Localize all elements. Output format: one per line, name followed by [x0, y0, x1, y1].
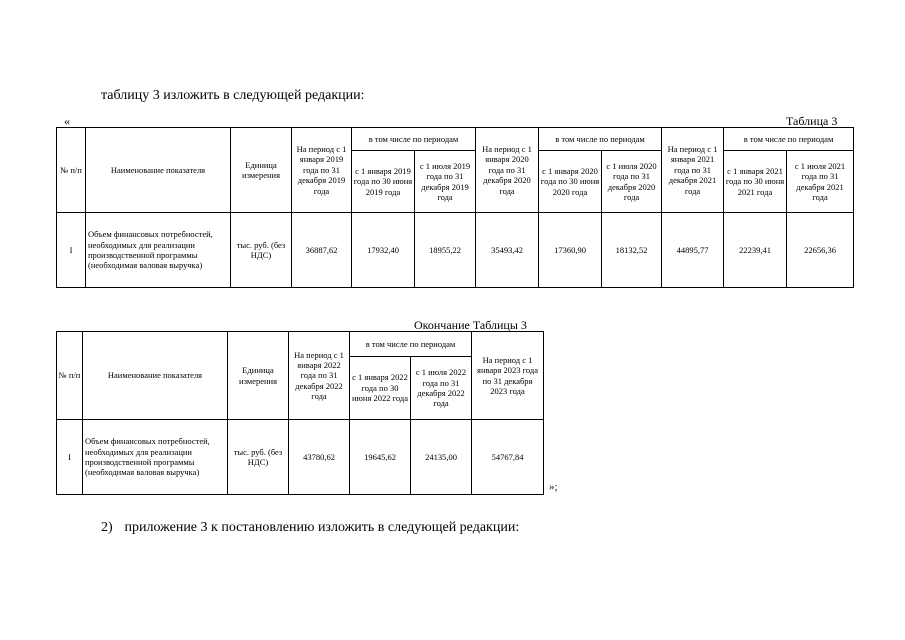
header-name: Наименование показателя — [86, 128, 231, 213]
table2-caption: Окончание Таблицы 3 — [414, 318, 527, 332]
header-h1-2022: с 1 января 2022 года по 30 июня 2022 года — [350, 357, 411, 420]
header-h2-2020: с 1 июля 2020 года по 31 декабря 2020 года — [602, 151, 662, 213]
row-h2-2021: 22656,36 — [787, 213, 854, 288]
row-h1-2022: 19645,62 — [350, 420, 411, 495]
header-name: Наименование показателя — [83, 332, 228, 420]
table-row — [57, 213, 854, 288]
header-period-2022: На период с 1 января 2022 года по 31 декабря 2022 года — [289, 332, 350, 420]
header-h1-2019: с 1 января 2019 года по 30 июня 2019 года — [352, 151, 415, 213]
table-row — [57, 420, 544, 495]
header-incl-2020: в том числе по периодам — [539, 128, 662, 151]
header-unit: Единица измерения — [228, 332, 289, 420]
header-h2-2021: с 1 июля 2021 года по 31 декабря 2021 года — [787, 151, 854, 213]
row-period-2019: 36887,62 — [292, 213, 352, 288]
item-2 — [101, 520, 519, 536]
header-num: № п/п — [57, 128, 86, 213]
item-2-number: 2) — [101, 520, 113, 535]
row-h2-2022: 24135,00 — [411, 420, 472, 495]
row-h1-2020: 17360,90 — [539, 213, 602, 288]
item-2-text: приложение 3 к постановлению изложить в следующей редакции: — [124, 520, 520, 535]
header-period-2019: На период с 1 января 2019 года по 31 декабря 2019 года — [292, 128, 352, 213]
header-incl-2021: в том числе по периодам — [724, 128, 854, 151]
header-h1-2021: с 1 января 2021 года по 30 июня 2021 года — [724, 151, 787, 213]
intro-text: таблицу 3 изложить в следующей редакции: — [101, 88, 365, 103]
header-unit: Единица измерения — [231, 128, 292, 213]
opening-quote: « — [64, 114, 70, 128]
row-unit: тыс. руб. (без НДС) — [228, 420, 289, 495]
row-h1-2021: 22239,41 — [724, 213, 787, 288]
table1-caption: Таблица 3 — [786, 114, 838, 128]
header-incl-2022: в том числе по периодам — [350, 332, 472, 357]
header-num: № п/п — [57, 332, 83, 420]
row-name: Объем финансовых потребностей, необходимых для реализации производственной программы (необходимая валовая выручка) — [83, 420, 228, 495]
closing-quote: »; — [549, 481, 558, 493]
row-name: Объем финансовых потребностей, необходимых для реализации производственной программы (необходимая валовая выручка) — [86, 213, 231, 288]
row-h2-2020: 18132,52 — [602, 213, 662, 288]
header-period-2023: На период с 1 января 2023 года по 31 декабря 2023 года — [472, 332, 544, 420]
row-period-2022: 43780,62 — [289, 420, 350, 495]
row-period-2020: 35493,42 — [476, 213, 539, 288]
row-num: I — [57, 420, 83, 495]
row-period-2021: 44895,77 — [662, 213, 724, 288]
row-h2-2019: 18955,22 — [415, 213, 476, 288]
header-period-2021: На период с 1 января 2021 года по 31 декабря 2021 года — [662, 128, 724, 213]
header-incl-2019: в том числе по периодам — [352, 128, 476, 151]
row-unit: тыс. руб. (без НДС) — [231, 213, 292, 288]
header-h2-2019: с 1 июля 2019 года по 31 декабря 2019 года — [415, 151, 476, 213]
table-3 — [56, 127, 854, 288]
row-num: I — [57, 213, 86, 288]
table-3-end — [56, 331, 544, 495]
header-h1-2020: с 1 января 2020 года по 30 июня 2020 года — [539, 151, 602, 213]
header-period-2020: На период с 1 января 2020 года по 31 декабря 2020 года — [476, 128, 539, 213]
row-period-2023: 54767,84 — [472, 420, 544, 495]
row-h1-2019: 17932,40 — [352, 213, 415, 288]
header-h2-2022: с 1 июля 2022 года по 31 декабря 2022 года — [411, 357, 472, 420]
